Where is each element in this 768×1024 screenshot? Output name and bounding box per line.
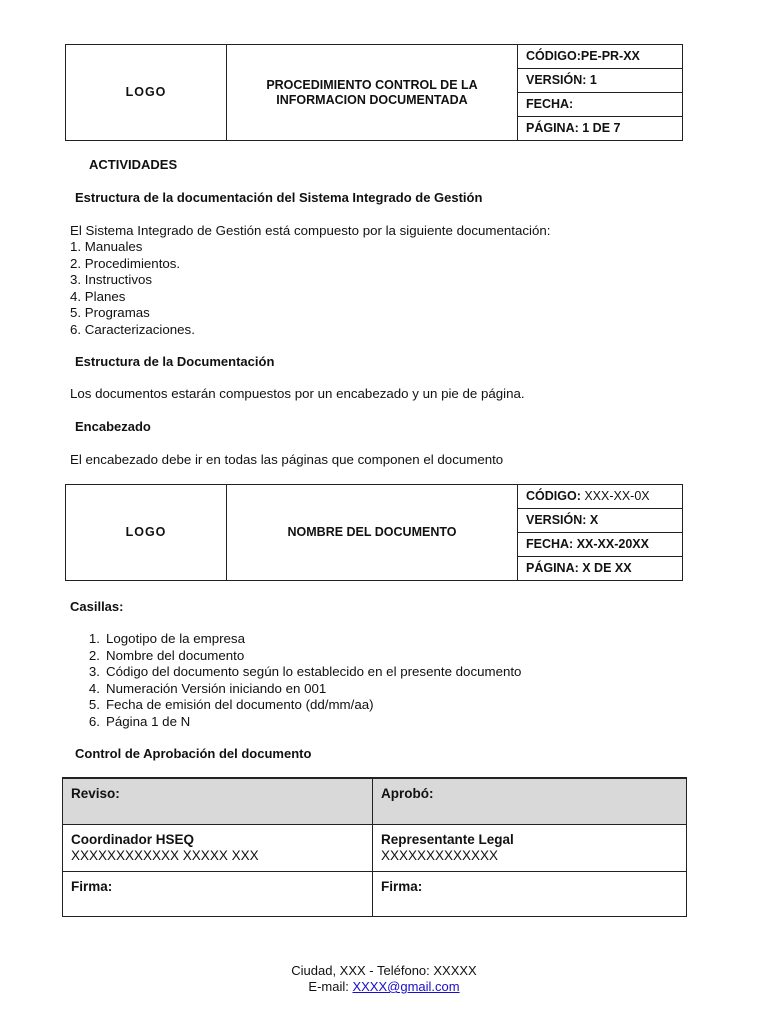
title-line-1: PROCEDIMIENTO CONTROL DE LA (266, 78, 478, 93)
casillas-list (78, 631, 521, 730)
estructura-text: Los documentos estarán compuestos por un encabezado y un pie de página. (70, 386, 525, 401)
list-item: 2. Procedimientos. (70, 255, 181, 271)
actividades-heading: ACTIVIDADES (89, 157, 178, 172)
header-example-table (65, 484, 683, 581)
page-footer (0, 963, 768, 995)
list-item: 6. Caracterizaciones. (70, 321, 195, 337)
codigo-label: CÓDIGO: (526, 489, 581, 504)
list-item: 5. Programas (70, 305, 150, 320)
casillas-heading: Casillas: (70, 599, 124, 614)
list-item: 4. Numeración Versión iniciando en 001 (88, 680, 327, 696)
codigo-value: XXX-XX-0X (580, 489, 650, 504)
sig-intro-text: El Sistema Integrado de Gestión está compuesto por la siguiente documentación: (70, 223, 551, 238)
fecha-cell: FECHA: (518, 93, 683, 117)
document-name: NOMBRE DEL DOCUMENTO (227, 485, 518, 581)
reviso-cell: Reviso: (63, 778, 373, 824)
pagina-cell: PÁGINA: X DE XX (518, 557, 683, 581)
procedure-title (227, 45, 518, 141)
footer-email-line: E-mail: XXXX@gmail.com (308, 979, 460, 994)
approval-heading: Control de Aprobación del documento (75, 746, 312, 761)
list-item: 2. Nombre del documento (88, 647, 245, 663)
list-item: 3. Código del documento según lo establecido en el presente documento (88, 664, 522, 679)
list-item: 1. Logotipo de la empresa (88, 631, 245, 646)
footer-contact: Ciudad, XXX - Teléfono: XXXXX (291, 963, 477, 978)
coordinator-name: XXXXXXXXXXXX XXXXX XXX (71, 847, 259, 863)
representative-cell (373, 824, 687, 871)
logo-placeholder: LOGO (66, 485, 227, 581)
list-item: 6. Página 1 de N (88, 713, 191, 729)
codigo-cell (518, 485, 683, 509)
email-link[interactable]: XXXX@gmail.com (352, 979, 460, 994)
aprobo-cell: Aprobó: (373, 778, 687, 824)
list-item: 1. Manuales (70, 239, 143, 254)
section-heading-estructura-sig: Estructura de la documentación del Sistema Integrado de Gestión (75, 190, 483, 205)
representative-title: Representante Legal (381, 831, 514, 847)
firma-cell: Firma: (373, 871, 687, 916)
firma-cell: Firma: (63, 871, 373, 916)
list-item: 4. Planes (70, 288, 126, 304)
title-line-2: INFORMACION DOCUMENTADA (276, 92, 468, 107)
representative-name: XXXXXXXXXXXXX (381, 847, 499, 863)
coordinator-title: Coordinador HSEQ (71, 831, 195, 847)
coordinator-cell (63, 824, 373, 871)
document-header-table (65, 44, 683, 141)
fecha-cell: FECHA: XX-XX-20XX (518, 533, 683, 557)
pagina-cell: PÁGINA: 1 DE 7 (518, 117, 683, 141)
logo-placeholder: LOGO (66, 45, 227, 141)
list-item: 3. Instructivos (70, 272, 153, 287)
version-cell: VERSIÓN: X (518, 509, 683, 533)
codigo-cell: CÓDIGO:PE-PR-XX (518, 45, 683, 69)
list-item: 5. Fecha de emisión del documento (dd/mm/aa) (88, 697, 374, 712)
section-heading-encabezado: Encabezado (75, 419, 151, 434)
encabezado-text: El encabezado debe ir en todas las páginas que componen el documento (70, 452, 504, 467)
documentation-list (70, 239, 195, 338)
section-heading-estructura-doc: Estructura de la Documentación (75, 354, 275, 369)
version-cell: VERSIÓN: 1 (518, 69, 683, 93)
approval-table (62, 777, 687, 917)
